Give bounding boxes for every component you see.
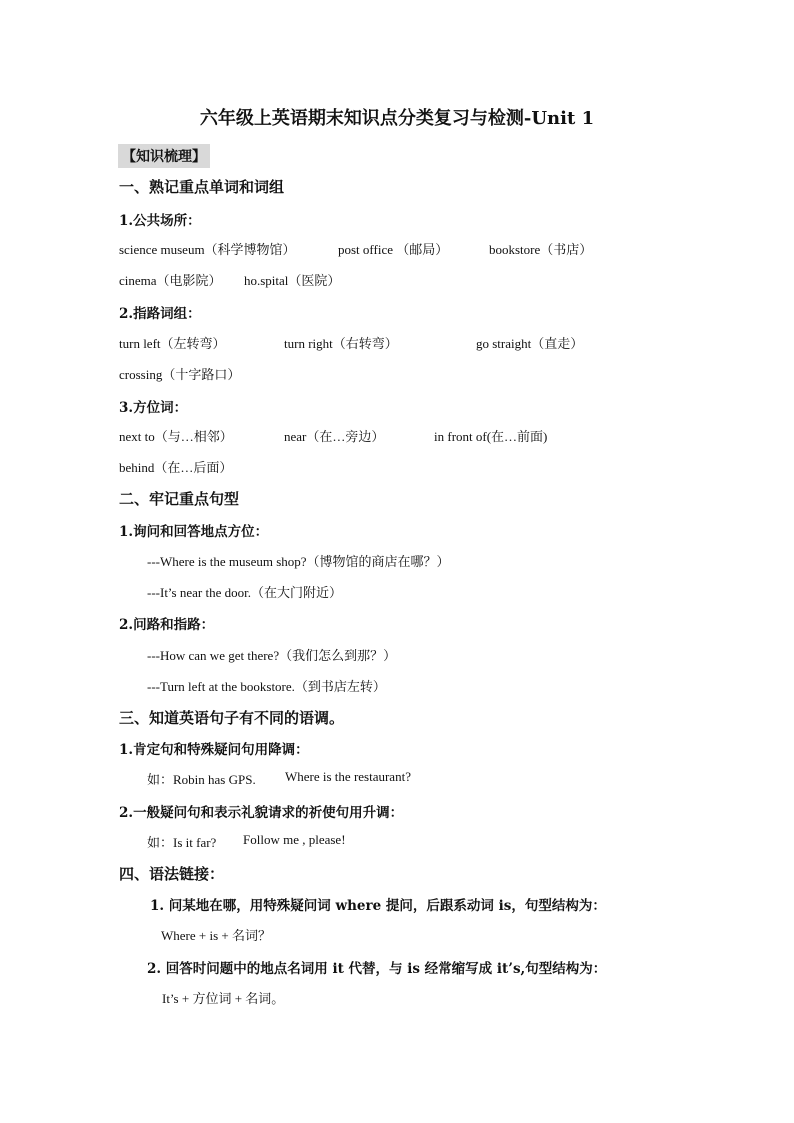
vocab-science-museum: science museum（科学博物馆） — [119, 242, 296, 257]
vocab-bookstore: bookstore（书店） — [489, 242, 593, 257]
grammar-formula-2: It’s + 方位词 + 名词。 — [162, 991, 285, 1006]
vocab-go-straight: go straight（直走） — [476, 336, 584, 351]
ask-location-heading: 1.询问和回答地点方位： — [119, 524, 269, 540]
section-2-heading: 二、牢记重点句型 — [119, 490, 240, 508]
example-text: Where is the restaurant? — [285, 769, 411, 784]
example-text: 如：Is it far? — [147, 835, 217, 850]
vocab-behind: behind（在…后面） — [119, 460, 233, 475]
vocab-in-front-of: in front of(在…前面) — [434, 429, 548, 444]
vocab-post-office: post office （邮局） — [338, 242, 449, 257]
vocab-turn-left: turn left（左转弯） — [119, 336, 226, 351]
sentence-line: ---It’s near the door.（在大门附近） — [147, 585, 342, 600]
ask-way-heading: 2.问路和指路： — [119, 617, 215, 633]
sentence-line: ---How can we get there?（我们怎么到那？） — [147, 648, 397, 663]
grammar-point-1: 1. 问某地在哪，用特殊疑问词 where 提问，后跟系动词 is，句型结构为： — [150, 898, 606, 914]
grammar-formula-1: Where + is + 名词？ — [161, 928, 271, 943]
grammar-point-2: 2. 回答时问题中的地点名词用 it 代替，与 is 经常缩写成 it’s,句型结构为： — [147, 961, 607, 977]
section-3-heading: 三、知道英语句子有不同的语调。 — [119, 709, 345, 727]
sentence-line: ---Where is the museum shop?（博物馆的商店在哪？） — [147, 554, 450, 569]
vocab-next-to: next to（与…相邻） — [119, 429, 233, 444]
directions-heading: 2.指路词组： — [119, 306, 201, 322]
document-title: 六年级上英语期末知识点分类复习与检测-Unit 1 — [199, 108, 595, 129]
vocab-cinema: cinema（电影院） — [119, 273, 222, 288]
falling-tone-heading: 1.肯定句和特殊疑问句用降调： — [119, 742, 309, 758]
sentence-line: ---Turn left at the bookstore.（到书店左转） — [147, 679, 386, 694]
rising-tone-heading: 2.一般疑问句和表示礼貌请求的祈使句用升调： — [119, 805, 404, 821]
example-text: 如：Robin has GPS. — [147, 772, 256, 787]
public-places-heading: 1.公共场所： — [119, 213, 201, 229]
vocab-near: near（在…旁边） — [284, 429, 385, 444]
section-tag: 【知识梳理】 — [118, 144, 210, 168]
position-words-heading: 3.方位词： — [119, 400, 188, 416]
vocab-crossing: crossing（十字路口） — [119, 367, 241, 382]
section-4-heading: 四、语法链接： — [119, 865, 225, 883]
vocab-turn-right: turn right（右转弯） — [284, 336, 398, 351]
vocab-hospital: ho.spital（医院） — [244, 273, 341, 288]
example-text: Follow me , please! — [243, 832, 346, 847]
section-1-heading: 一、熟记重点单词和词组 — [119, 178, 285, 196]
